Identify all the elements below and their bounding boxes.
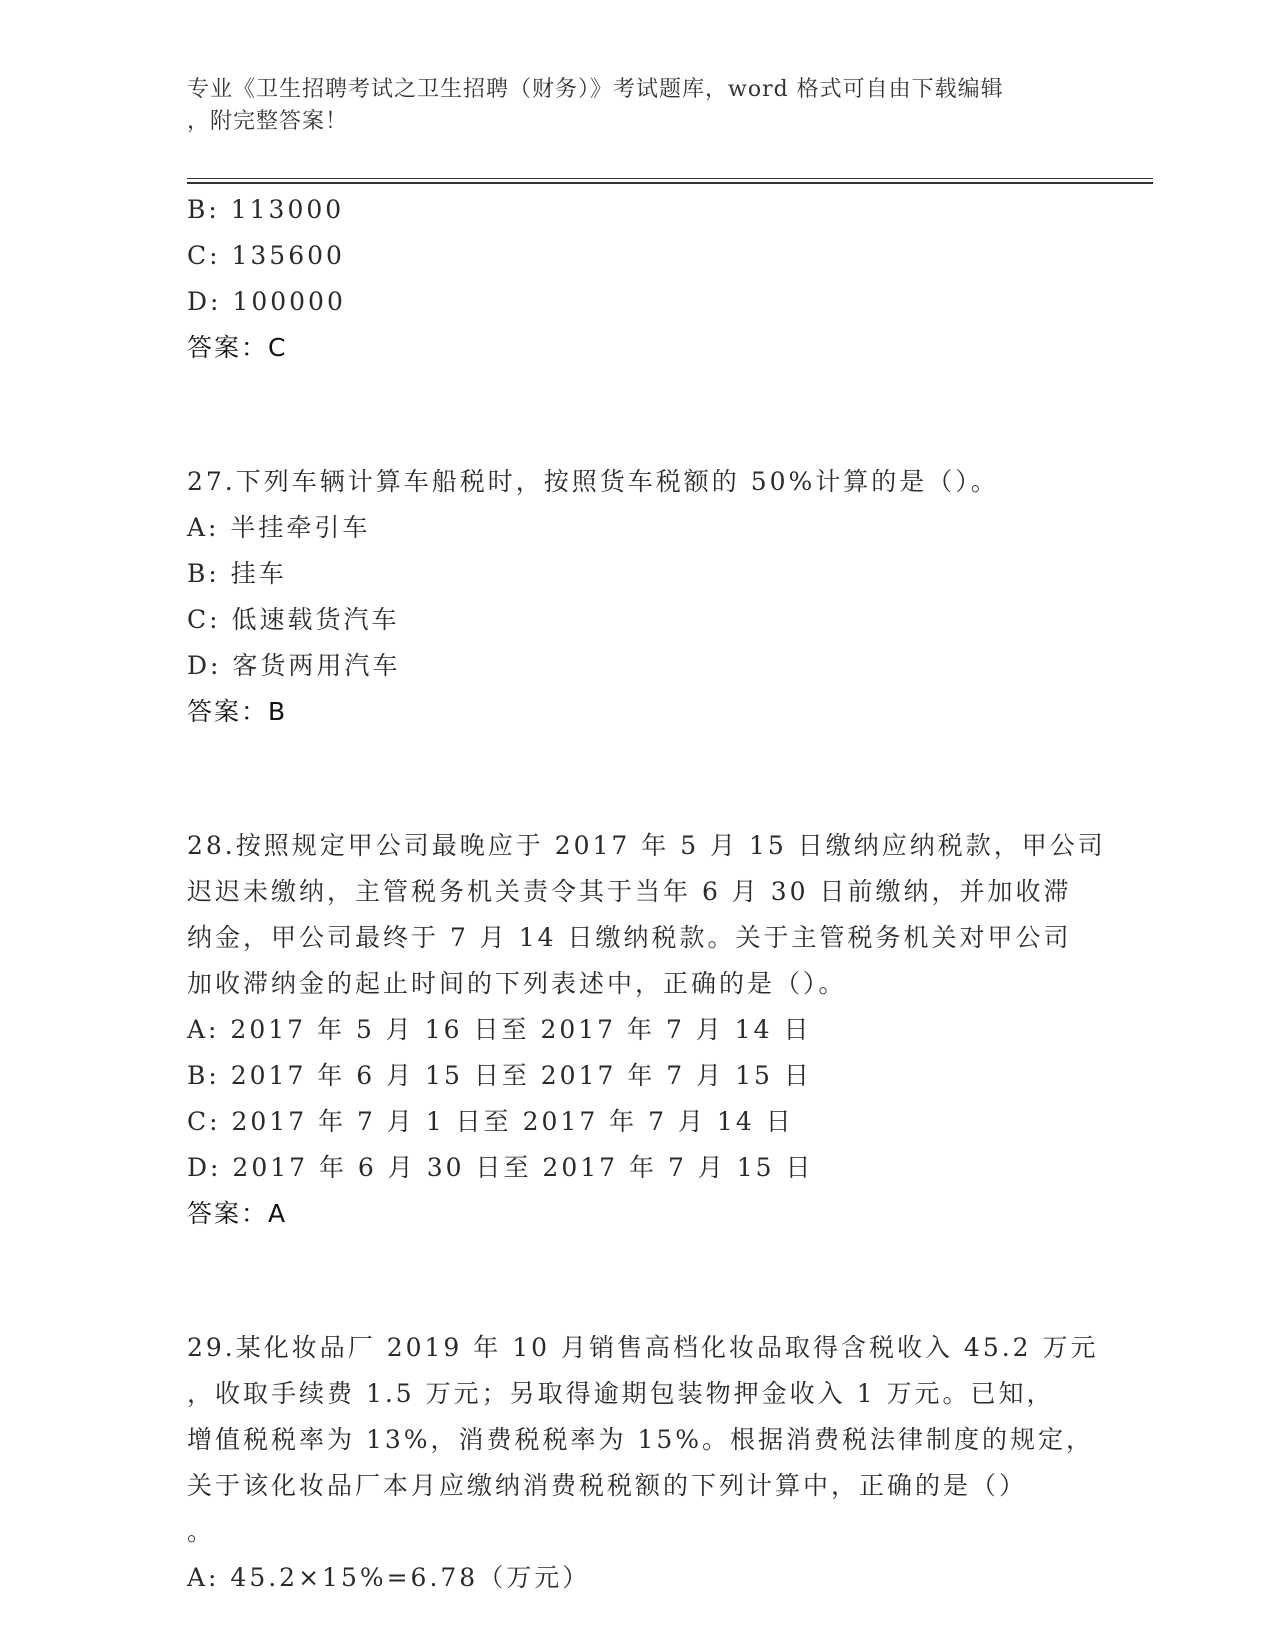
- option-c: C: 低速载货汽车: [187, 605, 400, 634]
- option-c: C: 2017 年 7 月 1 日至 2017 年 7 月 14 日: [187, 1107, 794, 1136]
- question-text: 27.下列车辆计算车船税时，按照货车税额的 50%计算的是（）。: [187, 467, 999, 496]
- answer-label: 答案：B: [187, 697, 288, 726]
- question-text-line: 迟迟未缴纳，主管税务机关责令其于当年 6 月 30 日前缴纳，并加收滞: [187, 877, 1072, 906]
- header-divider-thin: [187, 178, 1153, 179]
- header-line-2: ，附完整答案！: [187, 109, 349, 134]
- option-c: C: 135600: [187, 241, 345, 270]
- spacer: [187, 1237, 1067, 1325]
- question-text-line: 增值税税率为 13%，消费税税率为 15%。根据消费税法律制度的规定，: [187, 1425, 1095, 1454]
- header-line-1: 专业《卫生招聘考试之卫生招聘（财务）》考试题库，word 格式可自由下载编辑: [187, 77, 1004, 102]
- answer-label: 答案：A: [187, 1199, 288, 1228]
- option-a: A: 45.2×15%=6.78（万元）: [187, 1563, 591, 1592]
- question-text-line: ，收取手续费 1.5 万元；另取得逾期包装物押金收入 1 万元。已知，: [187, 1379, 1055, 1408]
- document-header: [187, 74, 1067, 138]
- question-26-tail: [187, 187, 1067, 371]
- option-d: D: 100000: [187, 287, 346, 316]
- question-text-line: 29.某化妆品厂 2019 年 10 月销售高档化妆品取得含税收入 45.2 万元: [187, 1333, 1099, 1362]
- option-a: A: 半挂牵引车: [187, 513, 371, 542]
- option-b: B: 挂车: [187, 559, 287, 588]
- spacer: [187, 371, 1067, 459]
- question-text-line: 关于该化妆品厂本月应缴纳消费税税额的下列计算中，正确的是（）: [187, 1471, 1028, 1500]
- question-text-line: 加收滞纳金的起止时间的下列表述中，正确的是（）。: [187, 969, 847, 998]
- question-27: [187, 459, 1067, 735]
- option-a: A: 2017 年 5 月 16 日至 2017 年 7 月 14 日: [187, 1015, 812, 1044]
- spacer: [187, 735, 1067, 823]
- option-d: D: 客货两用汽车: [187, 651, 401, 680]
- question-content: [187, 187, 1106, 1601]
- question-text-line: 。: [187, 1517, 216, 1546]
- question-text-line: 纳金，甲公司最终于 7 月 14 日缴纳税款。关于主管税务机关对甲公司: [187, 923, 1072, 952]
- question-29: [187, 1325, 1099, 1601]
- answer-label: 答案：C: [187, 333, 288, 362]
- option-d: D: 2017 年 6 月 30 日至 2017 年 7 月 15 日: [187, 1153, 814, 1182]
- option-b: B: 113000: [187, 195, 345, 224]
- option-b: B: 2017 年 6 月 15 日至 2017 年 7 月 15 日: [187, 1061, 812, 1090]
- question-text-line: 28.按照规定甲公司最晚应于 2017 年 5 月 15 日缴纳应纳税款，甲公司: [187, 831, 1106, 860]
- question-28: [187, 823, 1106, 1237]
- header-divider-thick: [187, 182, 1153, 184]
